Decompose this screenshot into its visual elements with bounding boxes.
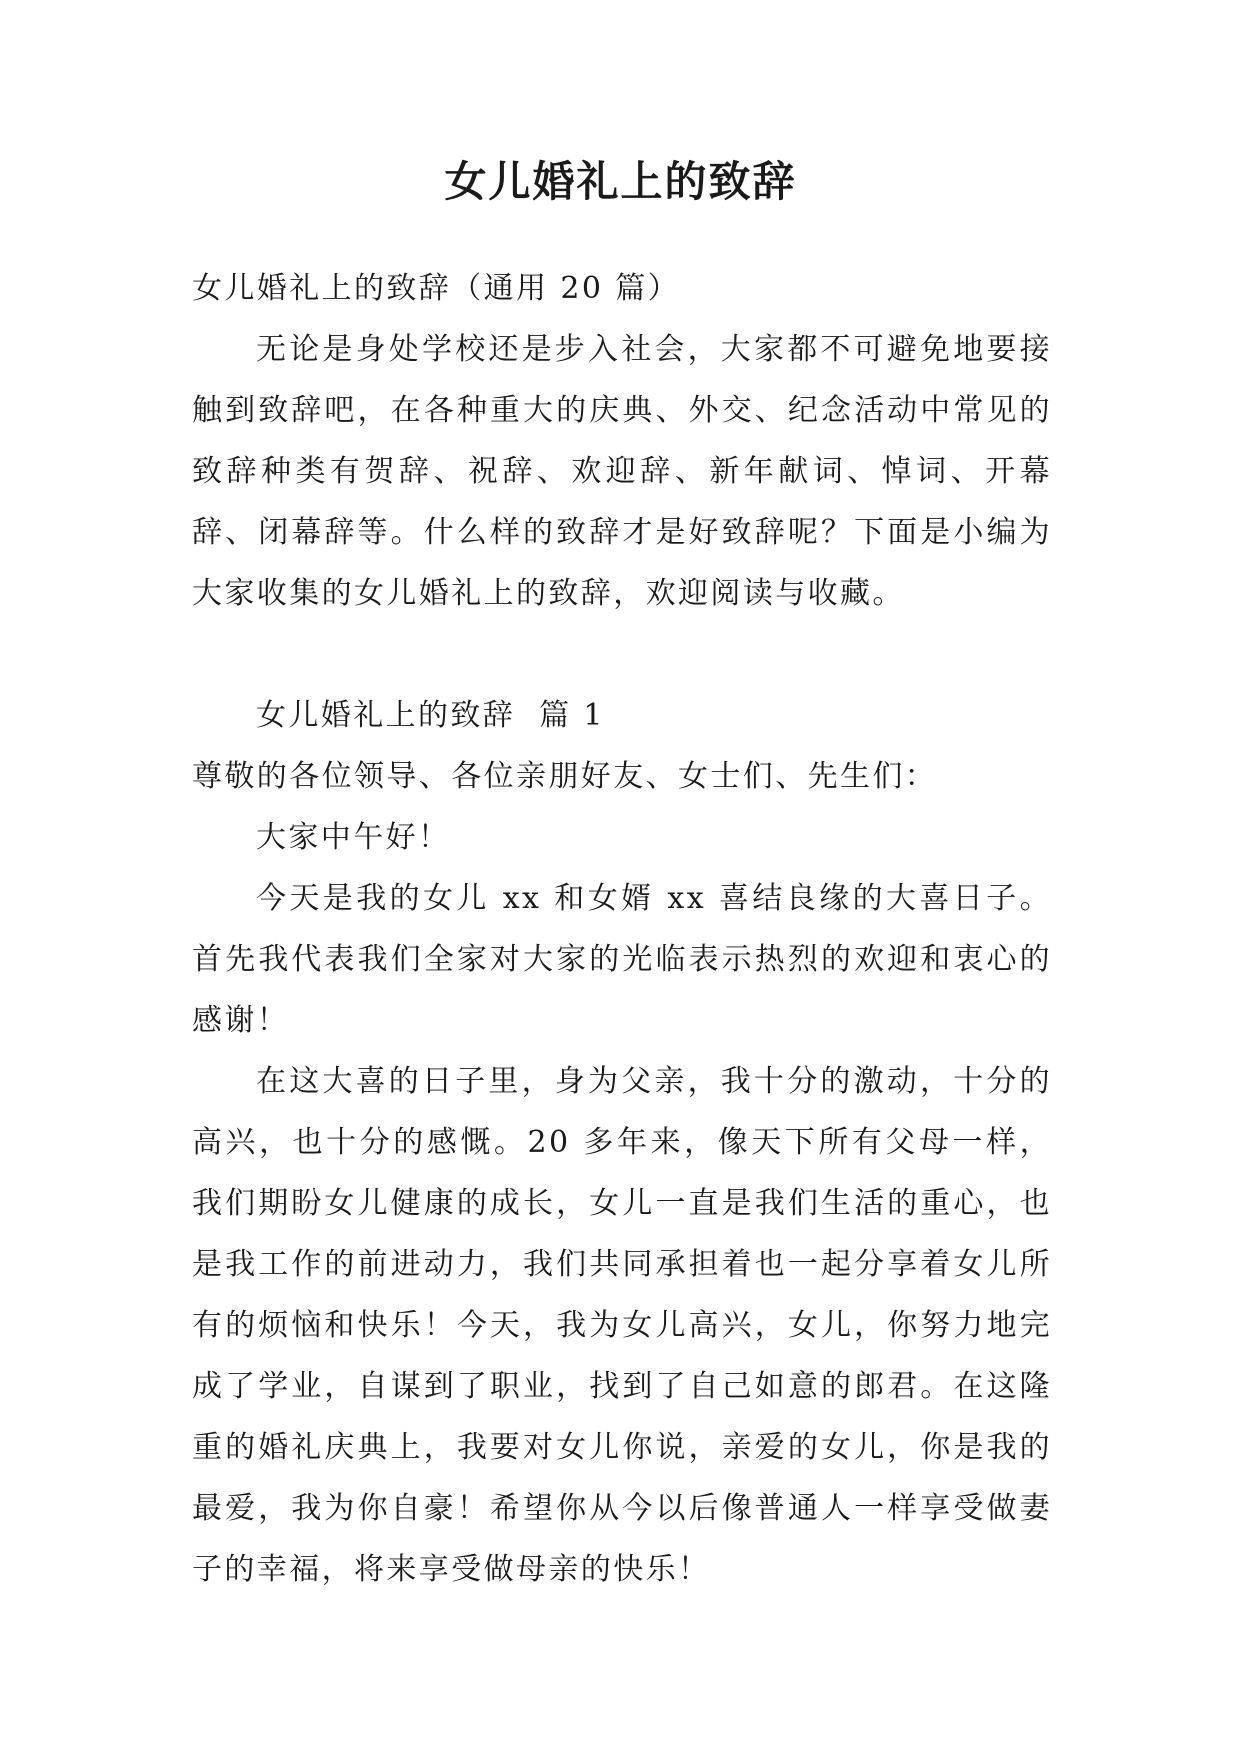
document-title: 女儿婚礼上的致辞	[444, 157, 797, 206]
document-subtitle: 女儿婚礼上的致辞（通用 20 篇）	[192, 271, 681, 306]
intro-paragraph: 无论是身处学校还是步入社会，大家都不可避免地要接触到致辞吧，在各种重大的庆典、外交、纪念活动中常见的致辞种类有贺辞、祝辞、欢迎辞、新年献词、悼词、开幕辞、闭幕辞等。什么样的致辞才是好致辞呢？下面是小编为大家收集的女儿婚礼上的致辞，欢迎阅读与收藏。	[192, 332, 1052, 611]
salutation: 尊敬的各位领导、各位亲朋好友、女士们、先生们：	[192, 759, 938, 794]
greeting: 大家中午好！	[256, 820, 451, 855]
body-paragraph-1: 今天是我的女儿 xx 和女婿 xx 喜结良缘的大喜日子。首先我代表我们全家对大家的光临表示热烈的欢迎和衷心的感谢！	[192, 881, 1052, 1038]
section-heading: 女儿婚礼上的致辞 篇 1	[256, 698, 605, 733]
document-body	[192, 258, 1052, 1600]
section-spacer	[192, 624, 1052, 685]
body-paragraph-2: 在这大喜的日子里，身为父亲，我十分的激动，十分的高兴，也十分的感慨。20 多年来，像天下所有父母一样，我们期盼女儿健康的成长，女儿一直是我们生活的重心，也是我工作的前进动力，我们共同承担着也一起分享着女儿所有的烦恼和快乐！今天，我为女儿高兴，女儿，你努力地完成了学业，自谋到了职业，找到了自己如意的郎君。在这隆重的婚礼庆典上，我要对女儿你说，亲爱的女儿，你是我的最爱，我为你自豪！希望你从今以后像普通人一样享受做妻子的幸福，将来享受做母亲的快乐！	[192, 1064, 1052, 1587]
